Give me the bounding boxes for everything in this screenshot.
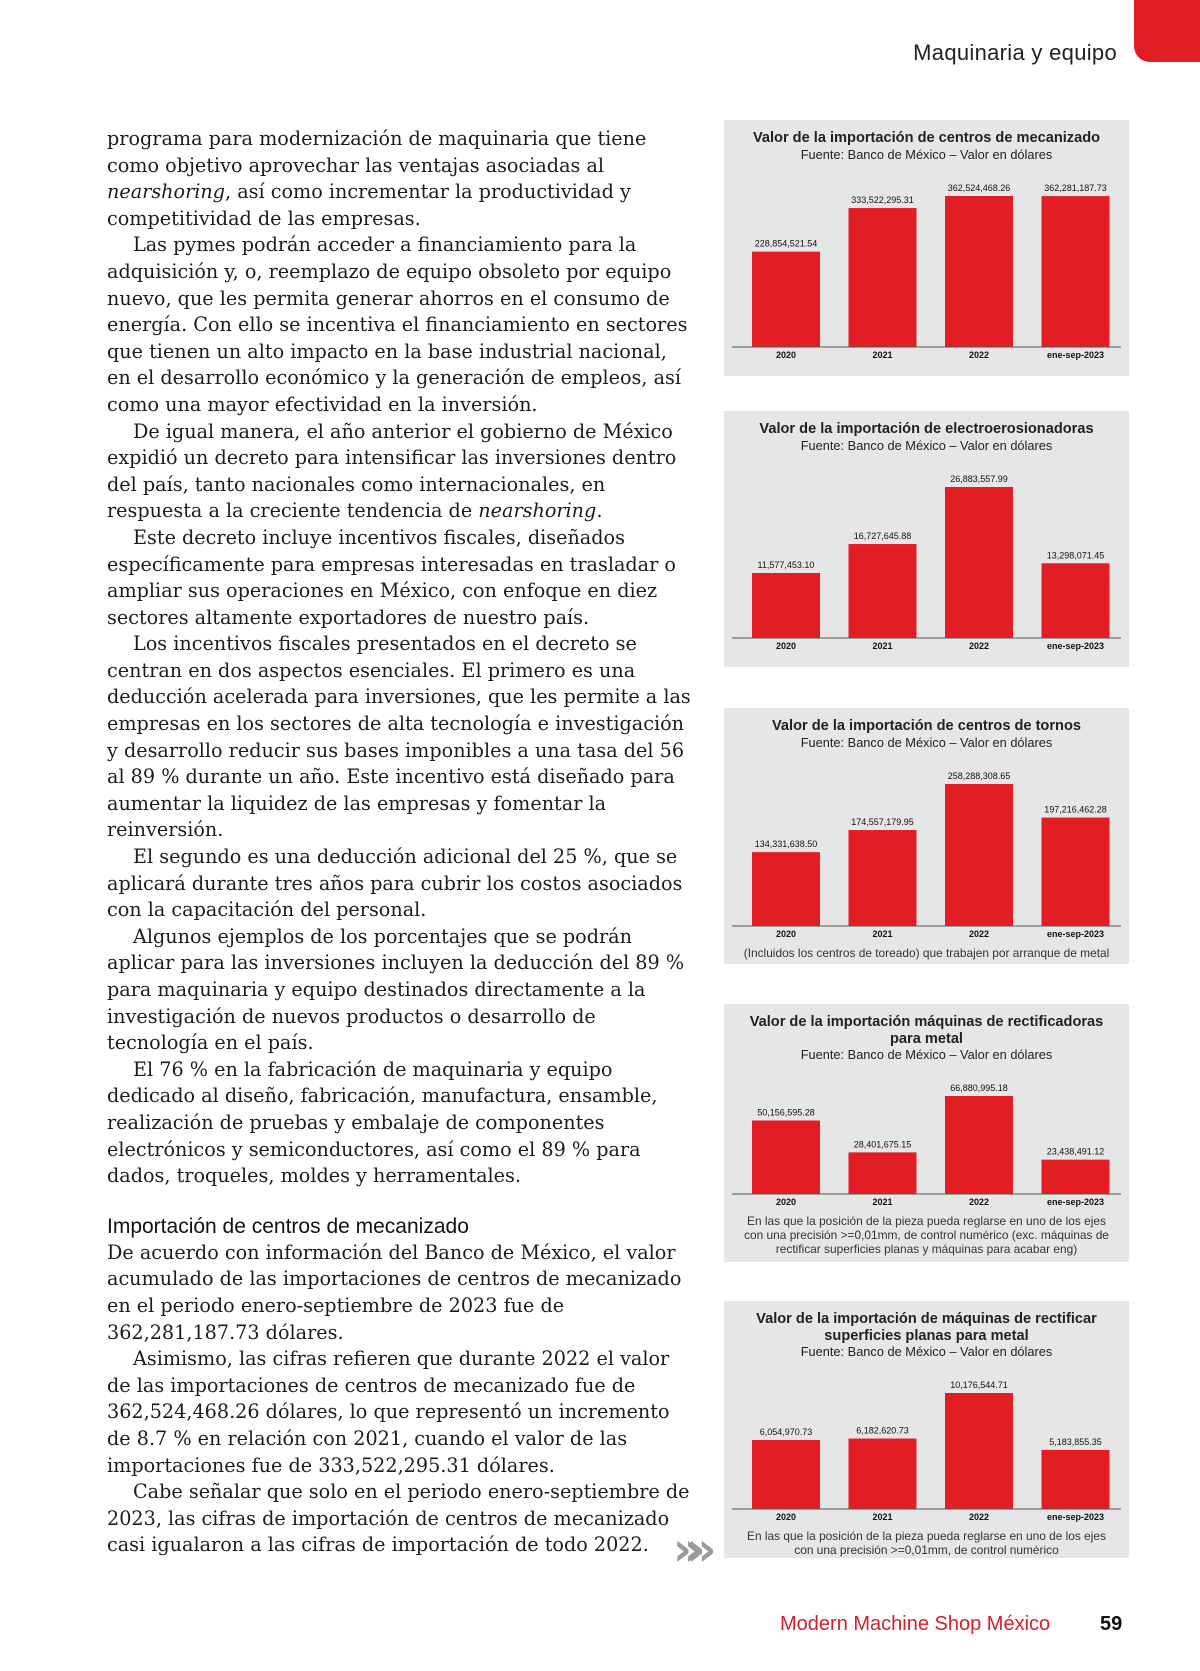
data-label: 134,331,638.50 (754, 838, 818, 849)
bar (849, 1152, 917, 1194)
page-number: 59 (1100, 1613, 1123, 1635)
chart-source: Fuente: Banco de México – Valor en dólares (800, 1047, 1053, 1062)
bar (849, 1439, 917, 1509)
article-body (107, 126, 692, 1559)
bar-chart (724, 1359, 1129, 1529)
category-label: 2022 (968, 349, 990, 360)
chart-title: Valor de la importación de electroerosionadoras (759, 421, 1094, 437)
chart-panel-tornos (724, 708, 1129, 964)
paragraph: Algunos ejemplos de los porcentajes que se podrán aplicar para las inversiones incluyen la deducción del 89 % para maquinaria y equipo destinados directamente a la investigación de nuevos productos o desarrollo de tecnología en el país. (107, 924, 685, 1055)
chart-title: Valor de la importación de máquinas de rectificar superficies planas para metal (756, 1311, 1097, 1344)
data-label: 197,216,462.28 (1044, 804, 1107, 815)
bar (752, 1121, 820, 1194)
category-label: 2020 (775, 640, 797, 651)
category-label: 2021 (872, 1197, 893, 1207)
bar-chart (724, 453, 1129, 658)
subheading: Importación de centros de mecanizado (107, 1214, 469, 1238)
data-label: 26,883,557.99 (950, 473, 1008, 484)
bar-chart (724, 750, 1129, 946)
data-label: 362,524,468.26 (947, 182, 1011, 193)
data-label: 258,288,308.65 (947, 770, 1011, 781)
chart-panel-superficies-planas (724, 1301, 1129, 1558)
bar (1042, 817, 1110, 925)
category-label: ene-sep-2023 (1046, 1512, 1105, 1522)
bar (849, 544, 917, 638)
bar (1042, 196, 1110, 347)
paragraph: El 76 % en la fabricación de maquinaria y equipo dedicado al diseño, fabricación, manufactura, ensamble, realización de pruebas y embalaje de componentes electrónicos y semiconductores, así como el 89 % para dados, troqueles, moldes y herramentales. (107, 1057, 658, 1188)
data-label: 5,183,855.35 (1049, 1436, 1102, 1447)
category-label: 2021 (872, 349, 893, 360)
category-label: 2021 (872, 928, 893, 939)
category-label: ene-sep-2023 (1046, 349, 1105, 360)
section-header: Maquinaria y equipo (913, 40, 1117, 65)
bar (752, 1440, 820, 1509)
paragraph: programa para modernización de maquinaria que tiene como objetivo aprovechar las ventajas asociadas al nearshoring, así como incrementar la productividad y competitividad de las empresas. (107, 127, 647, 230)
chart-panel-mecanizado (724, 120, 1129, 376)
paragraph: Este decreto incluye incentivos fiscales, diseñados específicamente para empresas interesadas en trasladar o ampliar sus operaciones en México, con enfoque en diez sectores altamente exportadores de nuestro país. (107, 525, 676, 629)
paragraph: De igual manera, el año anterior el gobierno de México expidió un decreto para intensificar las inversiones dentro del país, tanto nacionales como internacionales, en respuesta a la creciente tendencia de nearshoring. (107, 419, 677, 523)
category-label: ene-sep-2023 (1046, 640, 1105, 651)
paragraph: El segundo es una deducción adicional del 25 %, que se aplicará durante tres años para cubrir los costos asociados con la capacitación del personal. (107, 845, 683, 922)
chart-title: Valor de la importación de centros de mecanizado (752, 130, 1101, 146)
chart-note: En las que la posición de la pieza pueda reglarse en uno de los ejes con una precisión >=0,01mm, de control numérico (747, 1529, 1106, 1557)
data-label: 66,880,995.18 (950, 1083, 1008, 1093)
data-label: 6,054,970.73 (759, 1426, 813, 1437)
bar (752, 852, 820, 926)
footer-brand: Modern Machine Shop México (780, 1613, 1051, 1635)
data-label: 23,438,491.12 (1046, 1146, 1105, 1157)
bar (849, 208, 917, 347)
paragraph: Cabe señalar que solo en el periodo enero-septiembre de 2023, las cifras de importación de centros de mecanizado casi igualaron a las cifras de importación de todo 2022. (107, 1480, 690, 1557)
chart-panel-rectificadoras (724, 1004, 1129, 1262)
paragraph: Asimismo, las cifras refieren que durante 2022 el valor de las importaciones de centros de mecanizado fue de 362,524,468.26 dólares, lo que representó un incremento de 8.7 % en relación con 2021, cuando el valor de las importaciones fue de 333,522,295.31 dólares. (107, 1347, 670, 1477)
paragraph: Los incentivos fiscales presentados en el decreto se centran en dos aspectos esenciales. El primero es una deducción acelerada para inversiones, que les permite a las empresas en los sectores de alta tecnología e investigación y desarrollo reducir sus bases imponibles a una tasa del 56 al 89 % durante un año. Este incentivo está diseñado para aumentar la liquidez de las empresas y fomentar la reinversión. (107, 632, 691, 842)
category-label: ene-sep-2023 (1046, 928, 1105, 939)
bar (945, 196, 1013, 347)
data-label: 11,577,453.10 (757, 559, 815, 570)
chart-source: Fuente: Banco de México – Valor en dólares (800, 734, 1053, 750)
data-label: 28,401,675.15 (853, 1139, 912, 1150)
bar (945, 784, 1013, 926)
chart-note: En las que la posición de la pieza pueda reglarse en uno de los ejes con una precisión >=0,01mm, de control numérico (exc. máquinas de rectificar superficies planas y máquinas para acabar eng) (744, 1214, 1109, 1256)
data-label: 228,854,521.54 (754, 238, 818, 249)
data-label: 362,281,187.73 (1044, 182, 1107, 193)
category-label: 2020 (775, 349, 797, 360)
category-label: 2022 (968, 1512, 990, 1522)
chart-source: Fuente: Banco de México – Valor en dólares (800, 437, 1053, 453)
bar (945, 1393, 1013, 1509)
category-label: 2020 (775, 928, 797, 939)
bar (1042, 1160, 1110, 1194)
data-label: 174,557,179.95 (851, 816, 914, 827)
bar-chart (724, 1062, 1129, 1214)
bar (1042, 1450, 1110, 1509)
category-label: ene-sep-2023 (1046, 1197, 1105, 1207)
chart-note: (Incluidos los centros de toreado) que trabajen por arranque de metal (743, 945, 1110, 960)
continue-arrows-icon: »» (673, 1522, 701, 1576)
category-label: 2020 (775, 1197, 797, 1207)
bar (752, 572, 820, 637)
bar (849, 830, 917, 926)
category-label: 2022 (968, 640, 990, 651)
chart-title: Valor de la importación de centros de tornos (772, 718, 1081, 734)
paragraph: De acuerdo con información del Banco de México, el valor acumulado de las importaciones de centros de mecanizado en el periodo enero-septiembre de 2023 fue de 362,281,187.73 dólares. (107, 1240, 682, 1344)
bar (1042, 563, 1110, 638)
category-label: 2022 (968, 1197, 990, 1207)
data-label: 333,522,295.31 (851, 194, 914, 205)
bar (945, 487, 1013, 638)
chart-source: Fuente: Banco de México – Valor en dólares (800, 146, 1053, 162)
bar-chart (724, 162, 1129, 367)
corner-tab (1134, 0, 1200, 62)
category-label: 2020 (775, 1512, 797, 1522)
chart-panel-electroerosionadoras (724, 411, 1129, 667)
category-label: 2021 (872, 1512, 893, 1522)
category-label: 2021 (872, 640, 893, 651)
data-label: 13,298,071.45 (1046, 549, 1105, 560)
data-label: 16,727,645.88 (853, 530, 912, 541)
chart-title: Valor de la importación máquinas de rectificadoras para metal (749, 1014, 1104, 1047)
bar (752, 251, 820, 346)
paragraph: Las pymes podrán acceder a financiamiento para la adquisición y, o, reemplazo de equipo obsoleto por equipo nuevo, que les permita generar ahorros en el consumo de energía. Con ello se incentiva el financiamiento en sectores que tienen un alto impacto en la base industrial nacional, en el desarrollo económico y la generación de empleos, así como una mayor efectividad en la inversión. (107, 233, 688, 416)
bar (945, 1096, 1013, 1194)
data-label: 6,182,620.73 (856, 1425, 909, 1436)
data-label: 10,176,544.71 (950, 1380, 1008, 1390)
category-label: 2022 (968, 928, 990, 939)
chart-source: Fuente: Banco de México – Valor en dólares (800, 1344, 1053, 1359)
data-label: 50,156,595.28 (757, 1107, 815, 1118)
